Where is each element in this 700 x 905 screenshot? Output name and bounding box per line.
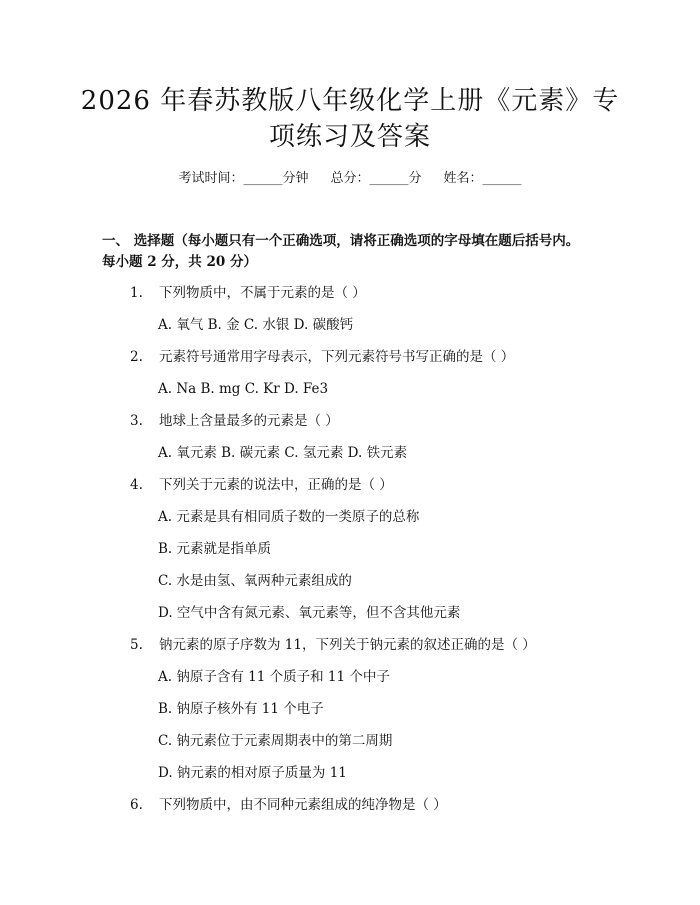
question-1 — [130, 283, 630, 303]
question-number: 1. — [130, 285, 143, 301]
question-5-option-b: B. 钠原子核外有 11 个电子 — [158, 701, 324, 717]
question-text: 元素符号通常用字母表示，下列元素符号书写正确的是（ ） — [159, 349, 515, 365]
question-5-option-d: D. 钠元素的相对原子质量为 11 — [158, 765, 347, 781]
name-field: 姓名：______ — [443, 171, 522, 186]
question-4-option-a: A. 元素是具有相同质子数的一类原子的总称 — [158, 509, 420, 525]
question-text: 下列物质中，由不同种元素组成的纯净物是（ ） — [159, 797, 447, 813]
question-number: 6. — [130, 797, 143, 813]
question-4 — [130, 475, 630, 495]
document-title-line-2: 项练习及答案 — [268, 122, 431, 152]
question-2-options: A. Na B. mg C. Kr D. Fe3 — [158, 381, 329, 397]
question-number: 5. — [130, 637, 143, 653]
question-1-options: A. 氧气 B. 金 C. 水银 D. 碳酸钙 — [158, 317, 354, 333]
document-title-line-1: 2026 年春苏教版八年级化学上册《元素》专 — [80, 86, 620, 116]
question-5-option-c: C. 钠元素位于元素周期表中的第二周期 — [158, 733, 393, 749]
question-text: 钠元素的原子序数为 11，下列关于钠元素的叙述正确的是（ ） — [159, 637, 536, 653]
exam-time-field: 考试时间：______分钟 — [178, 171, 309, 186]
question-4-option-d: D. 空气中含有氮元素、氧元素等，但不含其他元素 — [158, 605, 461, 621]
section-heading-line-2: 每小题 2 分，共 20 分） — [102, 254, 257, 270]
question-text: 下列关于元素的说法中，正确的是（ ） — [159, 477, 393, 493]
section-heading-line-1: 一、 选择题（每小题只有一个正确选项，请将正确选项的字母填在题后括号内。 — [102, 233, 580, 249]
question-5-option-a: A. 钠原子含有 11 个质子和 11 个中子 — [158, 669, 390, 685]
question-text: 下列物质中，不属于元素的是（ ） — [159, 285, 366, 301]
question-6 — [130, 795, 630, 815]
question-3-options: A. 氧元素 B. 碳元素 C. 氢元素 D. 铁元素 — [158, 445, 408, 461]
total-score-field: 总分：______分 — [330, 171, 422, 186]
question-number: 4. — [130, 477, 143, 493]
question-5 — [130, 635, 630, 655]
question-text: 地球上含量最多的元素是（ ） — [159, 413, 339, 429]
question-number: 3. — [130, 413, 143, 429]
question-number: 2. — [130, 349, 143, 365]
question-4-option-b: B. 元素就是指单质 — [158, 541, 272, 557]
question-2 — [130, 347, 630, 367]
question-3 — [130, 411, 630, 431]
exam-meta-line — [0, 169, 700, 189]
question-4-option-c: C. 水是由氢、氧两种元素组成的 — [158, 573, 352, 589]
